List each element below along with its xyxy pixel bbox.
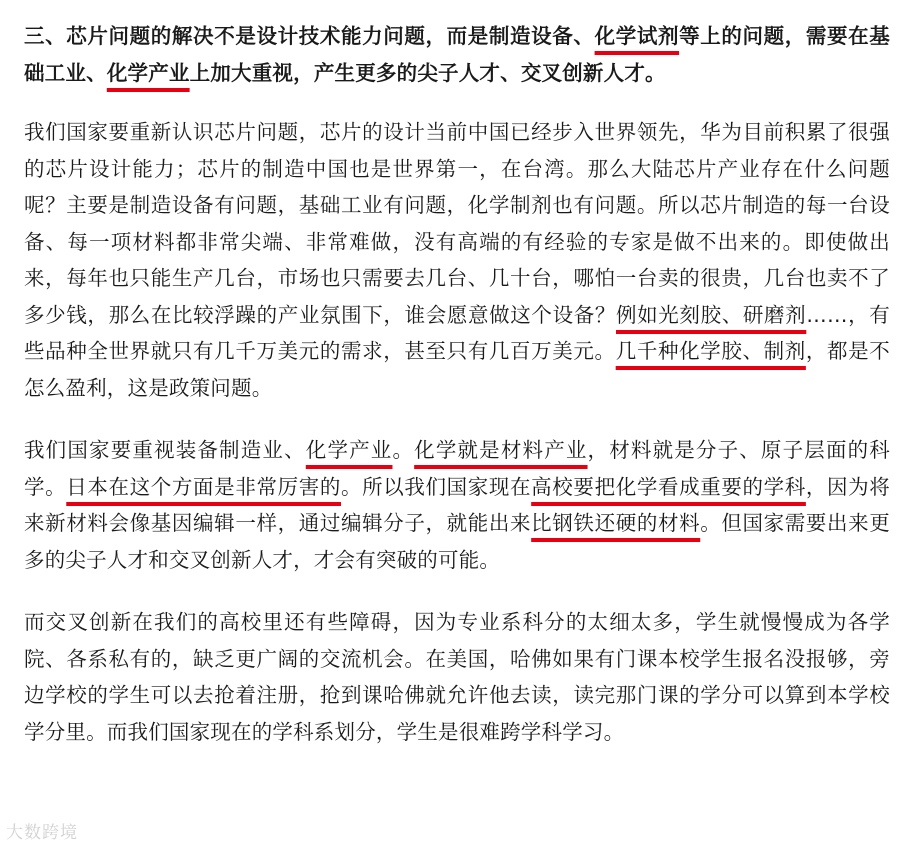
watermark [6, 818, 78, 843]
underlined-phrase: 化学产业 [305, 438, 393, 462]
text-segment: 。所以我们国家现在 [340, 474, 532, 499]
underlined-phrase: 日本在这个方面是非常厉害的 [66, 474, 341, 499]
text-segment: ，材料就是分子、原子层面的科学。 [24, 438, 890, 499]
heading-paragraph [24, 18, 890, 92]
text-segment: 。 [392, 438, 415, 462]
cross-innovation-paragraph [24, 604, 890, 750]
underlined-phrase: 比钢铁还硬的材料 [531, 511, 701, 535]
text-segment: 我们国家要重新认识芯片问题，芯片的设计当前中国已经步入世界领先，华为目前积累了很强的芯片设计能力；芯片的制造中国也是世界第一，在台湾。那么大陆芯片产业存在什么问题呢？主要是制造设备有问题，基础工业有问题，化学制剂也有问题。所以芯片制造的每一台设备、每一项材料都非常尖端、非常难做，没有高端的有经验的专家是做不出来的。即使做出来，每年也只能生产几台，市场也只需要去几台、几十台，哪怕一台卖的很贵，几台也卖不了多少钱，那么在比较浮躁的产业氛围下，谁会愿意做这个设备？ [24, 120, 890, 327]
text-segment: 三、芯片问题的解决不是设计技术能力问题，而是制造设备、 [24, 24, 595, 48]
text-segment: ……，有些品种全世界就只有几千万美元的需求，甚至只有几百万美元。 [24, 302, 890, 363]
text-segment: 。但国家需要出来更多的尖子人才和交叉创新人才，才会有突破的可能。 [24, 511, 890, 572]
text-segment: 而交叉创新在我们的高校里还有些障碍，因为专业系科分的太细太多，学生就慢慢成为各学院、各系私有的，缺乏更广阔的交流机会。在美国，哈佛如果有门课本校学生报名没报够，旁边学校的学生可以去抢着注册，抢到课哈佛就允许他去读，读完那门课的学分可以算到本学校学分里。而我们国家现在的学科系划分，学生是很难跨学科学习。 [24, 610, 890, 744]
underlined-phrase: 化学产业 [106, 61, 190, 85]
text-segment: 等上的问题，需要在基础工业、 [24, 24, 890, 85]
underlined-phrase: 例如光刻胶、研磨剂 [616, 302, 807, 327]
underlined-phrase: 化学试剂 [594, 24, 680, 48]
article-body [24, 18, 890, 750]
text-segment: 上加大重视，产生更多的尖子人才、交叉创新人才。 [189, 61, 666, 85]
text-segment: ，因为将来新材料会像基因编辑一样，通过编辑分子，就能出来 [24, 474, 890, 535]
text-segment: 我们国家要重视装备制造业、 [24, 438, 306, 462]
underlined-phrase: 几千种化学胶、制剂 [615, 339, 806, 363]
watermark-text: 大数跨境 [6, 823, 78, 843]
underlined-phrase: 高校要把化学看成重要的学科 [531, 474, 806, 499]
chip-problem-paragraph [24, 114, 890, 406]
chemistry-industry-paragraph [24, 432, 890, 578]
underlined-phrase: 化学就是材料产业 [414, 438, 588, 462]
text-segment: ，都是不怎么盈利，这是政策问题。 [24, 339, 890, 400]
